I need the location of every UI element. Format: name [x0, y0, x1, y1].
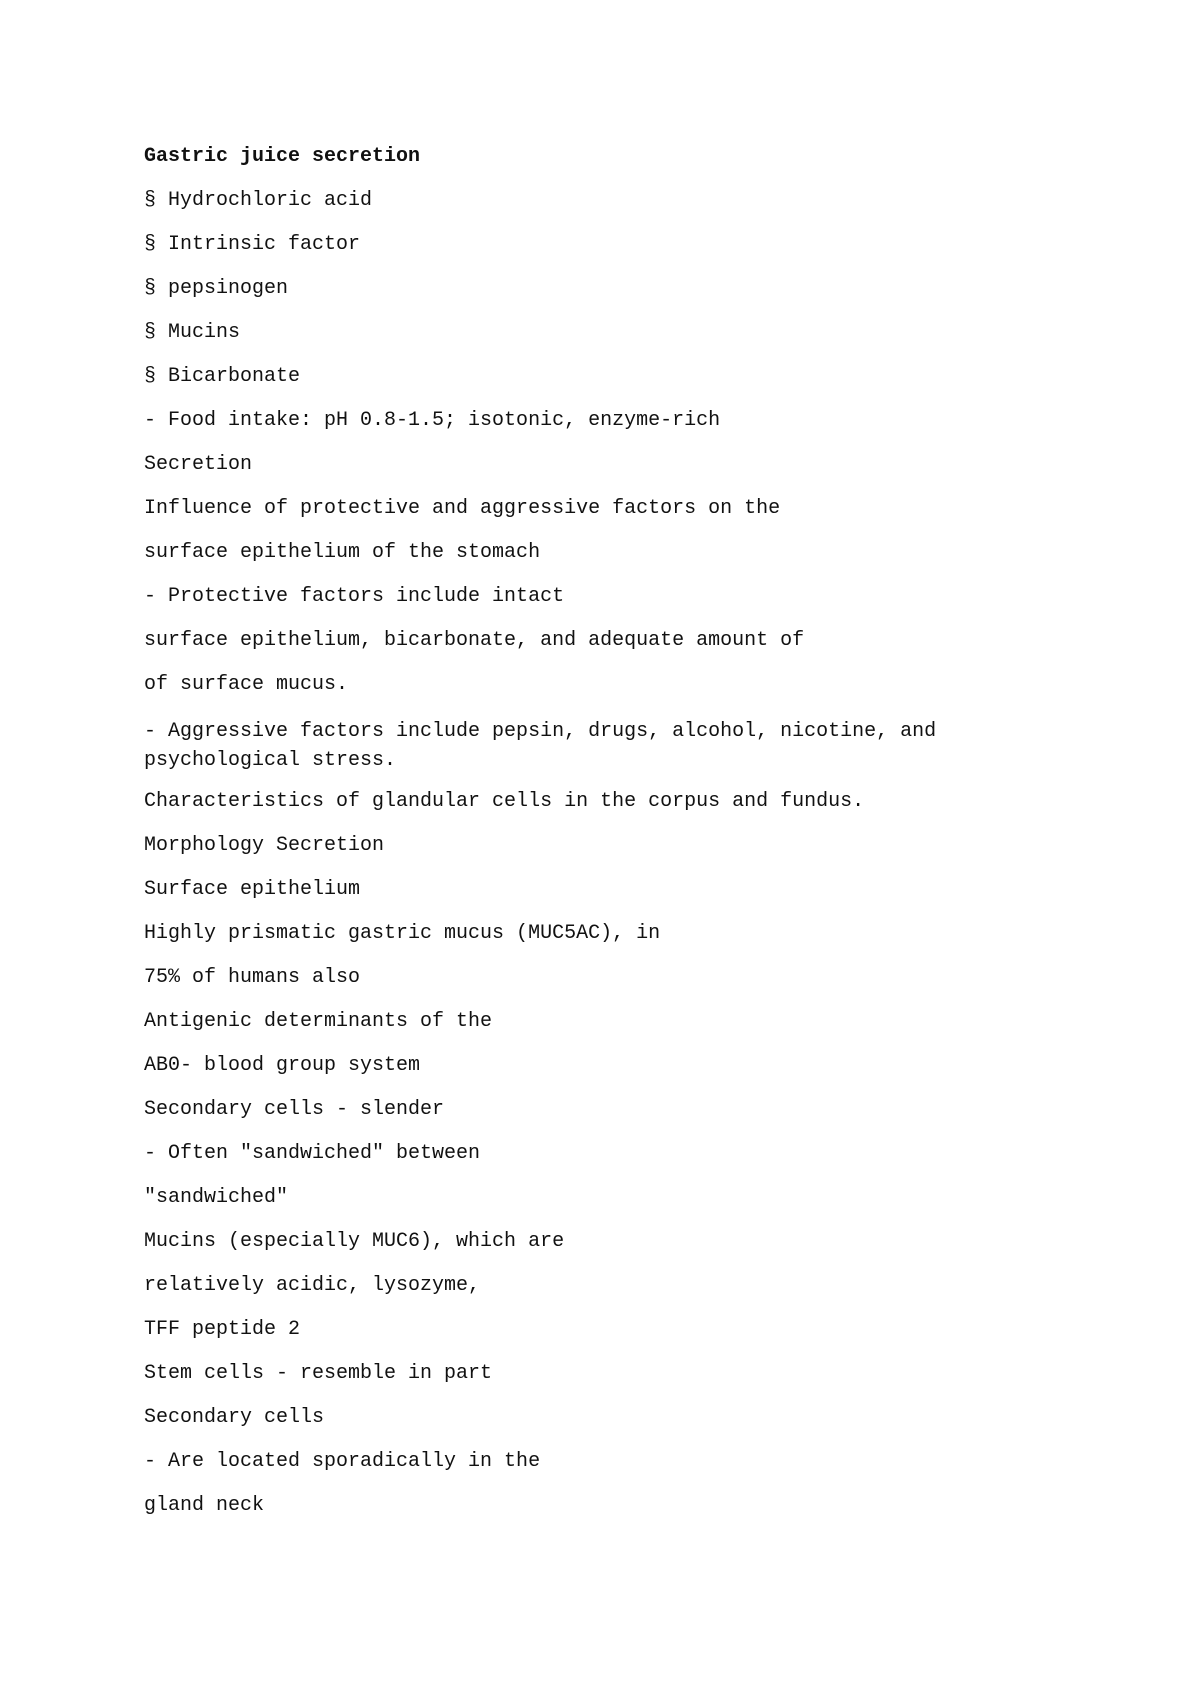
text-line-secretion: Secretion: [144, 453, 253, 476]
text-line-influence: Influence of protective and aggressive factors on the: [144, 497, 781, 520]
text-line-secondary-cells-slender: Secondary cells - slender: [144, 1098, 445, 1121]
document-body: [144, 145, 1144, 1538]
text-line-75-percent: 75% of humans also: [144, 966, 361, 989]
text-line-gland-neck: gland neck: [144, 1494, 265, 1517]
text-block-aggressive-factors: [144, 717, 1144, 790]
text-line-secondary-cells: Secondary cells: [144, 1406, 325, 1429]
text-line-ab0-blood-group: AB0- blood group system: [144, 1054, 421, 1077]
list-item-hydrochloric-acid: § Hydrochloric acid: [144, 189, 373, 212]
text-line-located-sporadically: - Are located sporadically in the: [144, 1450, 541, 1473]
text-line-surface-epithelium-bicarbonate: surface epithelium, bicarbonate, and adequate amount of: [144, 629, 805, 652]
text-line-stem-cells: Stem cells - resemble in part: [144, 1362, 493, 1385]
text-line-psychological-stress: psychological stress.: [144, 749, 397, 772]
document-title: Gastric juice secretion: [144, 145, 421, 168]
text-line-aggressive-factors: - Aggressive factors include pepsin, drugs, alcohol, nicotine, and: [144, 720, 937, 743]
text-line-characteristics: Characteristics of glandular cells in the corpus and fundus.: [144, 790, 865, 813]
text-line-tff-peptide: TFF peptide 2: [144, 1318, 301, 1341]
text-line-surface-epithelium-stomach: surface epithelium of the stomach: [144, 541, 541, 564]
list-item-mucins: § Mucins: [144, 321, 241, 344]
list-item-pepsinogen: § pepsinogen: [144, 277, 289, 300]
text-line-surface-epithelium: Surface epithelium: [144, 878, 361, 901]
text-line-protective-factors: - Protective factors include intact: [144, 585, 565, 608]
list-item-intrinsic-factor: § Intrinsic factor: [144, 233, 361, 256]
text-line-morphology-secretion: Morphology Secretion: [144, 834, 385, 857]
list-item-bicarbonate: § Bicarbonate: [144, 365, 301, 388]
text-line-food-intake: - Food intake: pH 0.8-1.5; isotonic, enzyme-rich: [144, 409, 721, 432]
text-line-often-sandwiched: - Often "sandwiched" between: [144, 1142, 481, 1165]
text-line-relatively-acidic: relatively acidic, lysozyme,: [144, 1274, 481, 1297]
text-line-antigenic-determinants: Antigenic determinants of the: [144, 1010, 493, 1033]
text-line-sandwiched: "sandwiched": [144, 1186, 289, 1209]
text-line-highly-prismatic: Highly prismatic gastric mucus (MUC5AC), in: [144, 922, 661, 945]
text-line-mucins-muc6: Mucins (especially MUC6), which are: [144, 1230, 565, 1253]
text-line-surface-mucus: of surface mucus.: [144, 673, 349, 696]
